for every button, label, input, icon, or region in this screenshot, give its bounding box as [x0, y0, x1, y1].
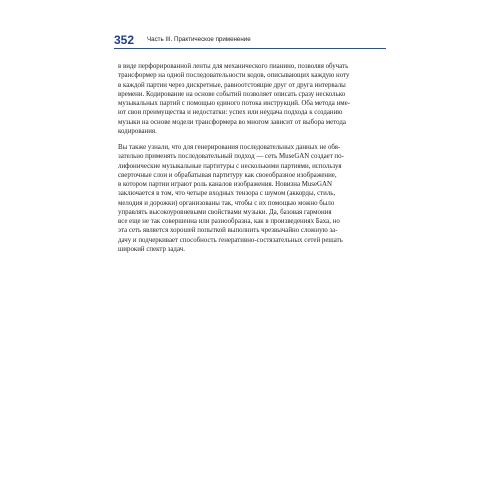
text-line: музыкальных партий с помощью единого потока инструкций. Оба метода име- [118, 100, 350, 107]
text-line: зательно применять последовательный подход — сеть MuseGAN создает по- [118, 153, 344, 161]
text-line: эта сеть является хорошей попыткой выполнить чрезвычайно сложную за- [118, 227, 338, 235]
running-header [114, 33, 386, 49]
text-line: сверточные слои и обрабатывая партитуру как своеобразное изображение, [118, 171, 337, 179]
paragraph-1 [118, 62, 383, 136]
text-line: времени. Кодирование на основе событий позволяет описать сразу несколько [118, 90, 346, 98]
text-line: в котором партии играют роль каналов изображения. Новизна MuseGAN [118, 181, 332, 188]
paragraph-2 [118, 143, 383, 254]
text-line: в виде перфорированной ленты для механического пианино, позволяя обучать [118, 63, 349, 70]
text-line: кодирования. [118, 127, 157, 135]
body-text [118, 62, 383, 254]
page-number: 352 [114, 33, 135, 47]
text-line: дачу и подчеркивает способность генеративно-состязательных сетей решать [118, 236, 343, 244]
section-title: Часть III. Практическое применение [147, 36, 251, 43]
text-line: трансформер на одной последовательности кодов, описывающих каждую ноту [118, 72, 350, 80]
text-line: Вы также узнали, что для генерирования последовательных данных не обя- [118, 144, 341, 151]
text-line: все еще не так совершенна или разнообразна, как в произведениях Баха, но [118, 218, 340, 225]
text-line: музыки на основе модели трансформера во многом зависит от выбора метода [118, 118, 346, 126]
text-line: заключается в том, что четыре входных тензора с шумом (аккорды, стиль, [118, 190, 336, 198]
text-line: в каждой партии через дискретные, равноотстоящие друг от друга интервалы [118, 81, 346, 89]
text-line: ют свои преимущества и недостатки: успех или неудача подхода к созданию [118, 109, 343, 117]
text-line: мелодия и дорожки) организованы так, чтобы с их помощью можно было [118, 199, 335, 207]
text-line: лифонические музыкальные партитуры с несколькими партиями, используя [118, 162, 342, 170]
header-rule [114, 48, 386, 49]
text-line: широкий спектр задач. [118, 245, 185, 253]
text-line: управлять высокоуровневыми свойствами музыки. Да, базовая гармония [118, 208, 332, 216]
